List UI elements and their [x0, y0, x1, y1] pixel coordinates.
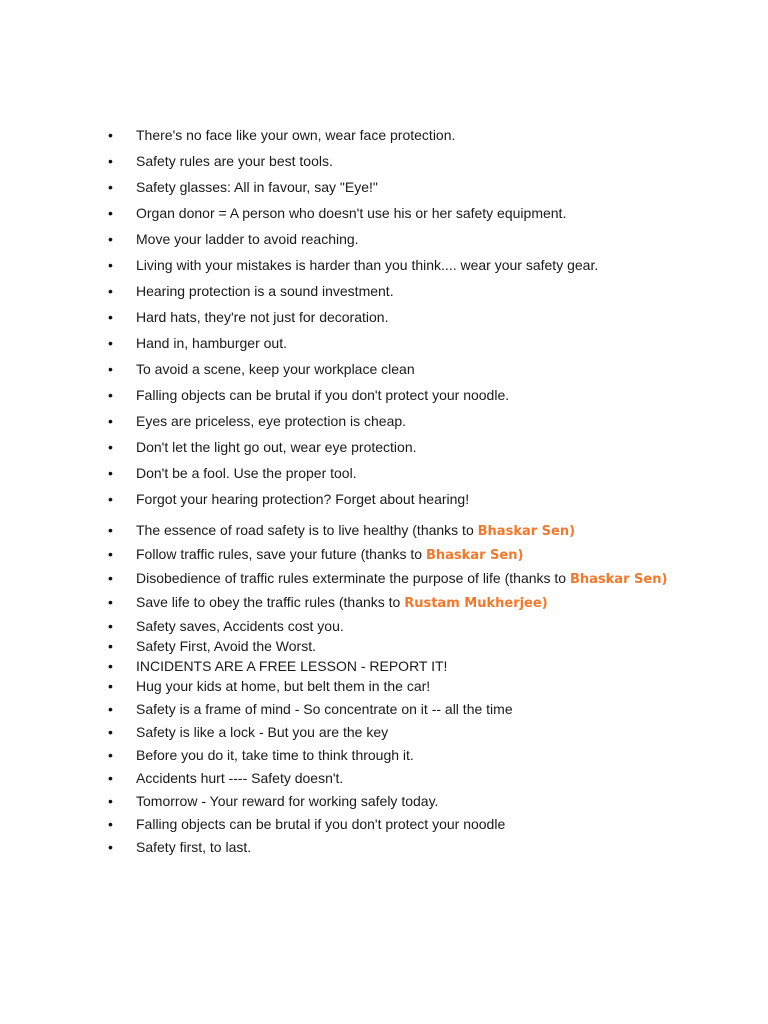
list-item: • Organ donor = A person who doesn't use his or her safety equipment. [108, 205, 678, 222]
list-item: • Falling objects can be brutal if you don't protect your noodle [108, 816, 678, 833]
list-item: • Safety First, Avoid the Worst. [108, 638, 678, 655]
list-item: • Hug your kids at home, but belt them in the car! [108, 678, 678, 695]
slogan-text: Follow traffic rules, save your future (thanks to [136, 546, 426, 562]
credit-name: Bhaskar Sen) [477, 524, 576, 539]
list-item: • Hearing protection is a sound investment. [108, 283, 678, 300]
list-item: • INCIDENTS ARE A FREE LESSON - REPORT IT! [108, 658, 678, 675]
credited-list-item [108, 594, 678, 612]
list-item: • Safety is like a lock - But you are the key [108, 724, 678, 741]
list-item: • Hard hats, they're not just for decoration. [108, 309, 678, 326]
slogan-text: Disobedience of traffic rules exterminate the purpose of life (thanks to [136, 570, 570, 586]
list-item: • Safety is a frame of mind - So concentrate on it -- all the time [108, 701, 678, 718]
list-item: • Forgot your hearing protection? Forget about hearing! [108, 491, 678, 508]
slogan-text: The essence of road safety is to live healthy (thanks to [136, 522, 478, 538]
list-item: • Don't let the light go out, wear eye protection. [108, 439, 678, 456]
list-item: • Hand in, hamburger out. [108, 335, 678, 352]
list-item: • Falling objects can be brutal if you don't protect your noodle. [108, 387, 678, 404]
credit-name: Bhaskar Sen) [425, 548, 524, 563]
credited-list-item [108, 570, 678, 588]
list-item: • Tomorrow - Your reward for working safely today. [108, 793, 678, 810]
slogan-text: Save life to obey the traffic rules (thanks to [136, 594, 405, 610]
list-item: • Safety rules are your best tools. [108, 153, 678, 170]
credit-name: Rustam Mukherjee) [404, 596, 548, 611]
list-item: • Living with your mistakes is harder than you think.... wear your safety gear. [108, 257, 678, 274]
list-item: • Before you do it, take time to think through it. [108, 747, 678, 764]
list-item: • There's no face like your own, wear face protection. [108, 127, 678, 144]
credited-list-item [108, 546, 678, 564]
safety-slogan-list-two [108, 522, 678, 862]
list-item: • Safety glasses: All in favour, say "Eye!" [108, 179, 678, 196]
credit-name: Bhaskar Sen) [569, 572, 668, 587]
list-item: • Accidents hurt ---- Safety doesn't. [108, 770, 678, 787]
list-item: • Eyes are priceless, eye protection is cheap. [108, 413, 678, 430]
list-item: • Don't be a fool. Use the proper tool. [108, 465, 678, 482]
safety-slogan-list-one [108, 127, 678, 517]
list-item: • Safety saves, Accidents cost you. [108, 618, 678, 635]
credited-list-item [108, 522, 678, 540]
list-item: • To avoid a scene, keep your workplace clean [108, 361, 678, 378]
list-item: • Safety first, to last. [108, 839, 678, 856]
list-item: • Move your ladder to avoid reaching. [108, 231, 678, 248]
